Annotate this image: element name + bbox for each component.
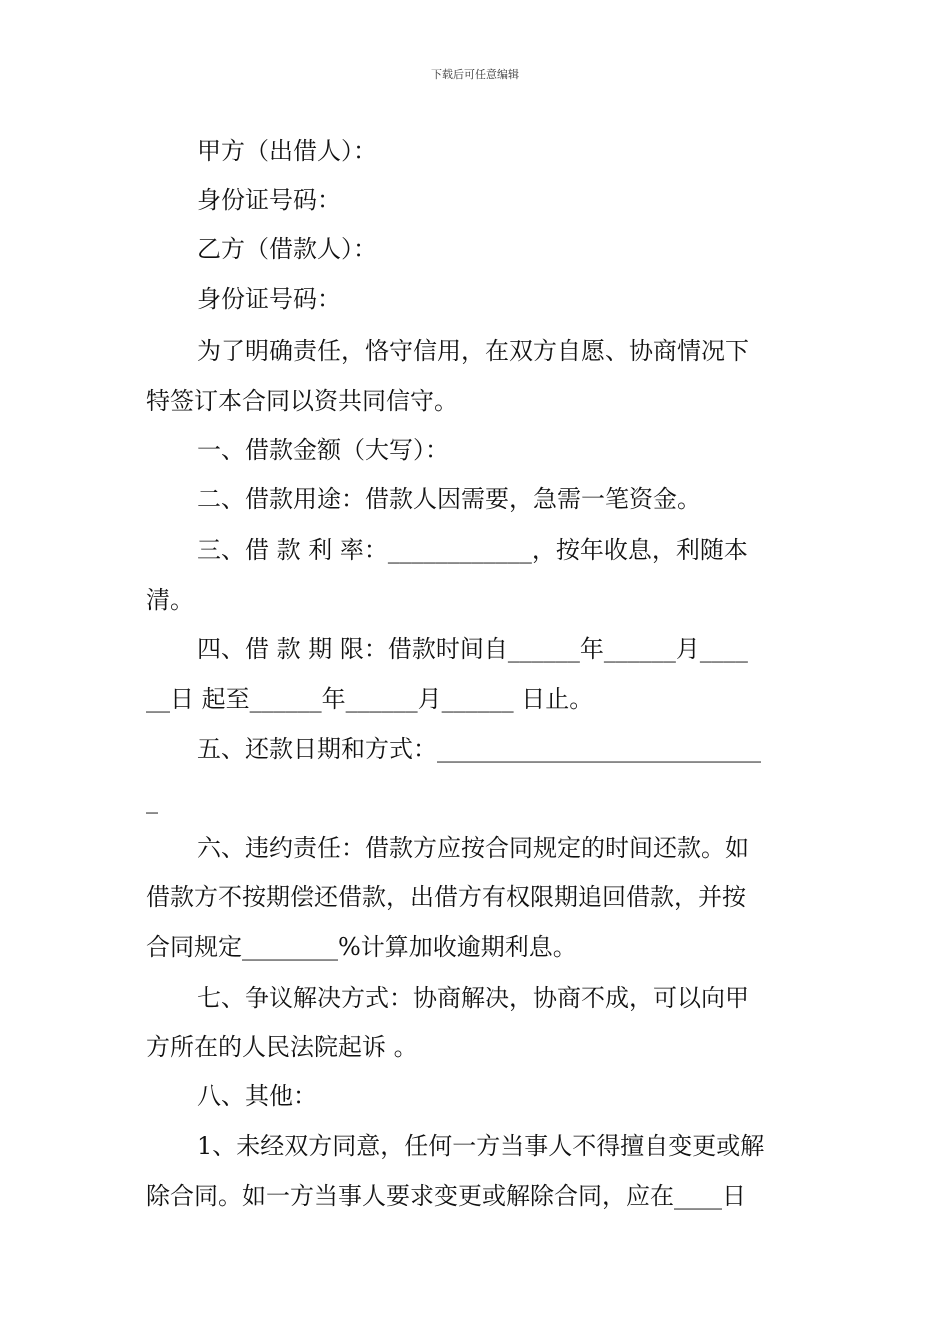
preamble-line-1: 为了明确责任，恪守信用，在双方自愿、协商情况下 [197, 337, 749, 365]
clause-8-item-1-b: 除合同。如一方当事人要求变更或解除合同，应在____日 [146, 1182, 746, 1210]
clause-1-amount: 一、借款金额（大写）： [197, 436, 449, 464]
party-a-id-line: 身份证号码： [197, 186, 341, 214]
party-b-line: 乙方（借款人）： [197, 235, 377, 263]
party-b-id-line: 身份证号码： [197, 285, 341, 313]
clause-2-purpose: 二、借款用途：借款人因需要，急需一笔资金。 [197, 485, 701, 513]
clause-3-rate-1: 三、借 款 利 率：____________，按年收息，利随本 [197, 536, 748, 564]
clause-6-default-2: 借款方不按期偿还借款，出借方有权限期追回借款，并按 [146, 883, 746, 911]
clause-5-repay-1: 五、还款日期和方式：___________________________ [197, 735, 761, 763]
clause-7-dispute-2: 方所在的人民法院起诉 。 [146, 1033, 418, 1061]
preamble-line-2: 特签订本合同以资共同信守。 [146, 387, 458, 415]
clause-6-default-1: 六、违约责任：借款方应按合同规定的时间还款。如 [197, 834, 749, 862]
party-a-line: 甲方（出借人）： [197, 137, 377, 165]
clause-4-term-2: __日 起至______年______月______ 日止。 [146, 685, 594, 713]
clause-7-dispute-1: 七、争议解决方式：协商解决，协商不成，可以向甲 [197, 984, 749, 1012]
page-header: 下载后可任意编辑 [431, 68, 519, 81]
clause-8-item-1-a: 1、未经双方同意，任何一方当事人不得擅自变更或解 [197, 1132, 765, 1160]
clause-3-rate-2: 清。 [146, 586, 194, 614]
clause-5-repay-2: _ [146, 786, 158, 814]
clause-4-term-1: 四、借 款 期 限：借款时间自______年______月____ [197, 635, 748, 663]
clause-6-default-3: 合同规定________%计算加收逾期利息。 [146, 933, 577, 961]
clause-8-other: 八、其他： [197, 1082, 317, 1110]
